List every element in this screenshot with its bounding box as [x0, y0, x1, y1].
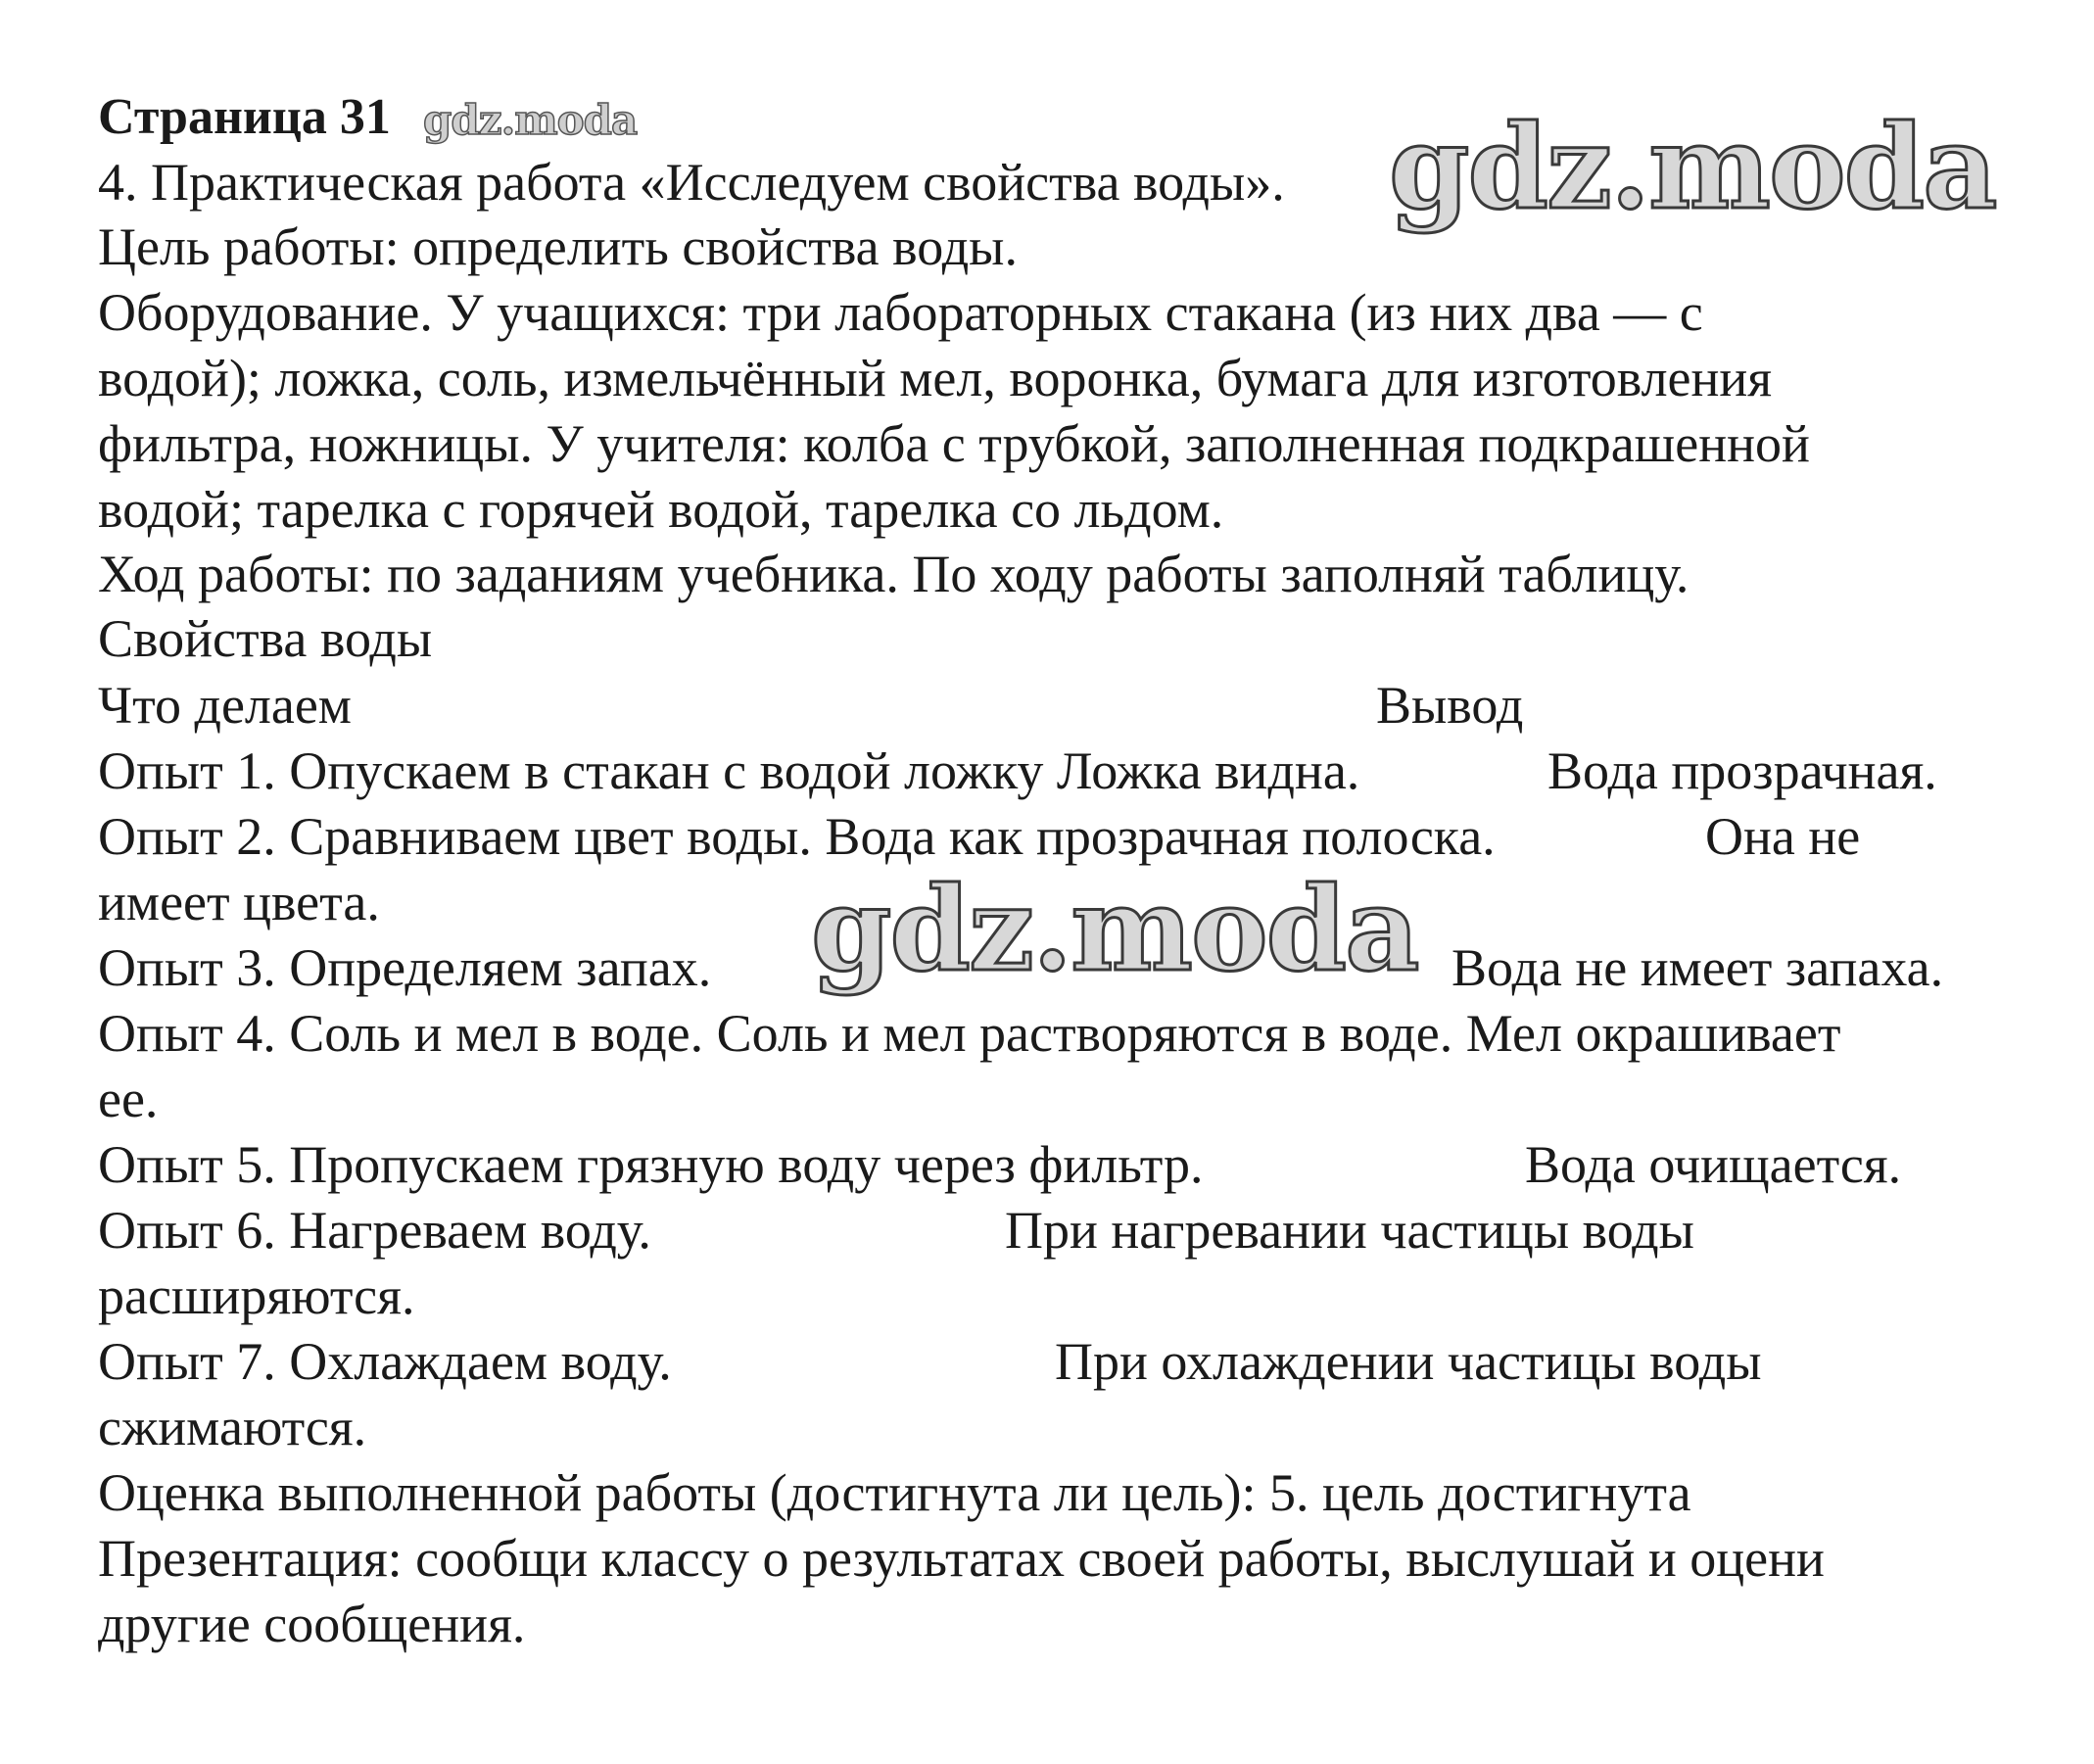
- watermark-logo-small: gdz.moda: [423, 96, 638, 144]
- presentation-line-2: другие сообщения.: [98, 1595, 526, 1653]
- experiment-7-conclusion: При охлаждении частицы воды: [1055, 1332, 1762, 1391]
- experiment-6-action: Опыт 6. Нагреваем воду.: [98, 1201, 651, 1260]
- watermark-logo-top: gdz.moda: [1389, 99, 1996, 235]
- experiment-5-action: Опыт 5. Пропускаем грязную воду через фильтр.: [98, 1135, 1204, 1194]
- presentation-line-1: Презентация: сообщи классу о результатах своей работы, выслушай и оцени: [98, 1529, 1825, 1588]
- equipment-line-2: водой); ложка, соль, измельчённый мел, воронка, бумага для изготовления: [98, 349, 1773, 407]
- table-header-left: Что делаем: [98, 676, 352, 735]
- experiment-7-action: Опыт 7. Охлаждаем воду.: [98, 1332, 672, 1391]
- table-title: Свойства воды: [98, 609, 433, 668]
- equipment-line-3: фильтра, ножницы. У учителя: колба с трубкой, заполненная подкрашенной: [98, 414, 1810, 473]
- evaluation-line: Оценка выполненной работы (достигнута ли цель): 5. цель достигнута: [98, 1463, 1691, 1522]
- experiment-3-conclusion: Вода не имеет запаха.: [1452, 938, 1944, 997]
- experiment-2-conclusion-cont: имеет цвета.: [98, 873, 380, 931]
- page-title: Страница 31: [98, 89, 391, 145]
- table-header-right: Вывод: [1376, 676, 1524, 735]
- procedure-line: Ход работы: по заданиям учебника. По ходу работы заполняй таблицу.: [98, 545, 1689, 603]
- experiment-5-conclusion: Вода очищается.: [1525, 1135, 1902, 1194]
- experiment-1-conclusion: Вода прозрачная.: [1547, 741, 1937, 800]
- equipment-line-4: водой; тарелка с горячей водой, тарелка со льдом.: [98, 480, 1224, 539]
- experiment-2-action: Опыт 2. Сравниваем цвет воды. Вода как прозрачная полоска.: [98, 807, 1496, 866]
- experiment-4-action: Опыт 4. Соль и мел в воде. Соль и мел растворяются в воде. Мел окрашивает: [98, 1004, 1841, 1063]
- experiment-6-conclusion-cont: расширяются.: [98, 1266, 415, 1325]
- watermark-logo-middle: gdz.moda: [811, 861, 1418, 997]
- experiment-7-conclusion-cont: сжимаются.: [98, 1398, 367, 1456]
- equipment-line-1: Оборудование. У учащихся: три лабораторных стакана (из них два — с: [98, 283, 1703, 342]
- task-heading: 4. Практическая работа «Исследуем свойства воды».: [98, 153, 1285, 212]
- experiment-4-cont: ее.: [98, 1070, 159, 1128]
- experiment-2-conclusion: Она не: [1705, 807, 1861, 866]
- experiment-1-action: Опыт 1. Опускаем в стакан с водой ложку Ложка видна.: [98, 741, 1360, 800]
- experiment-6-conclusion: При нагревании частицы воды: [1005, 1201, 1694, 1260]
- experiment-3-action: Опыт 3. Определяем запах.: [98, 938, 712, 997]
- goal-line: Цель работы: определить свойства воды.: [98, 217, 1018, 276]
